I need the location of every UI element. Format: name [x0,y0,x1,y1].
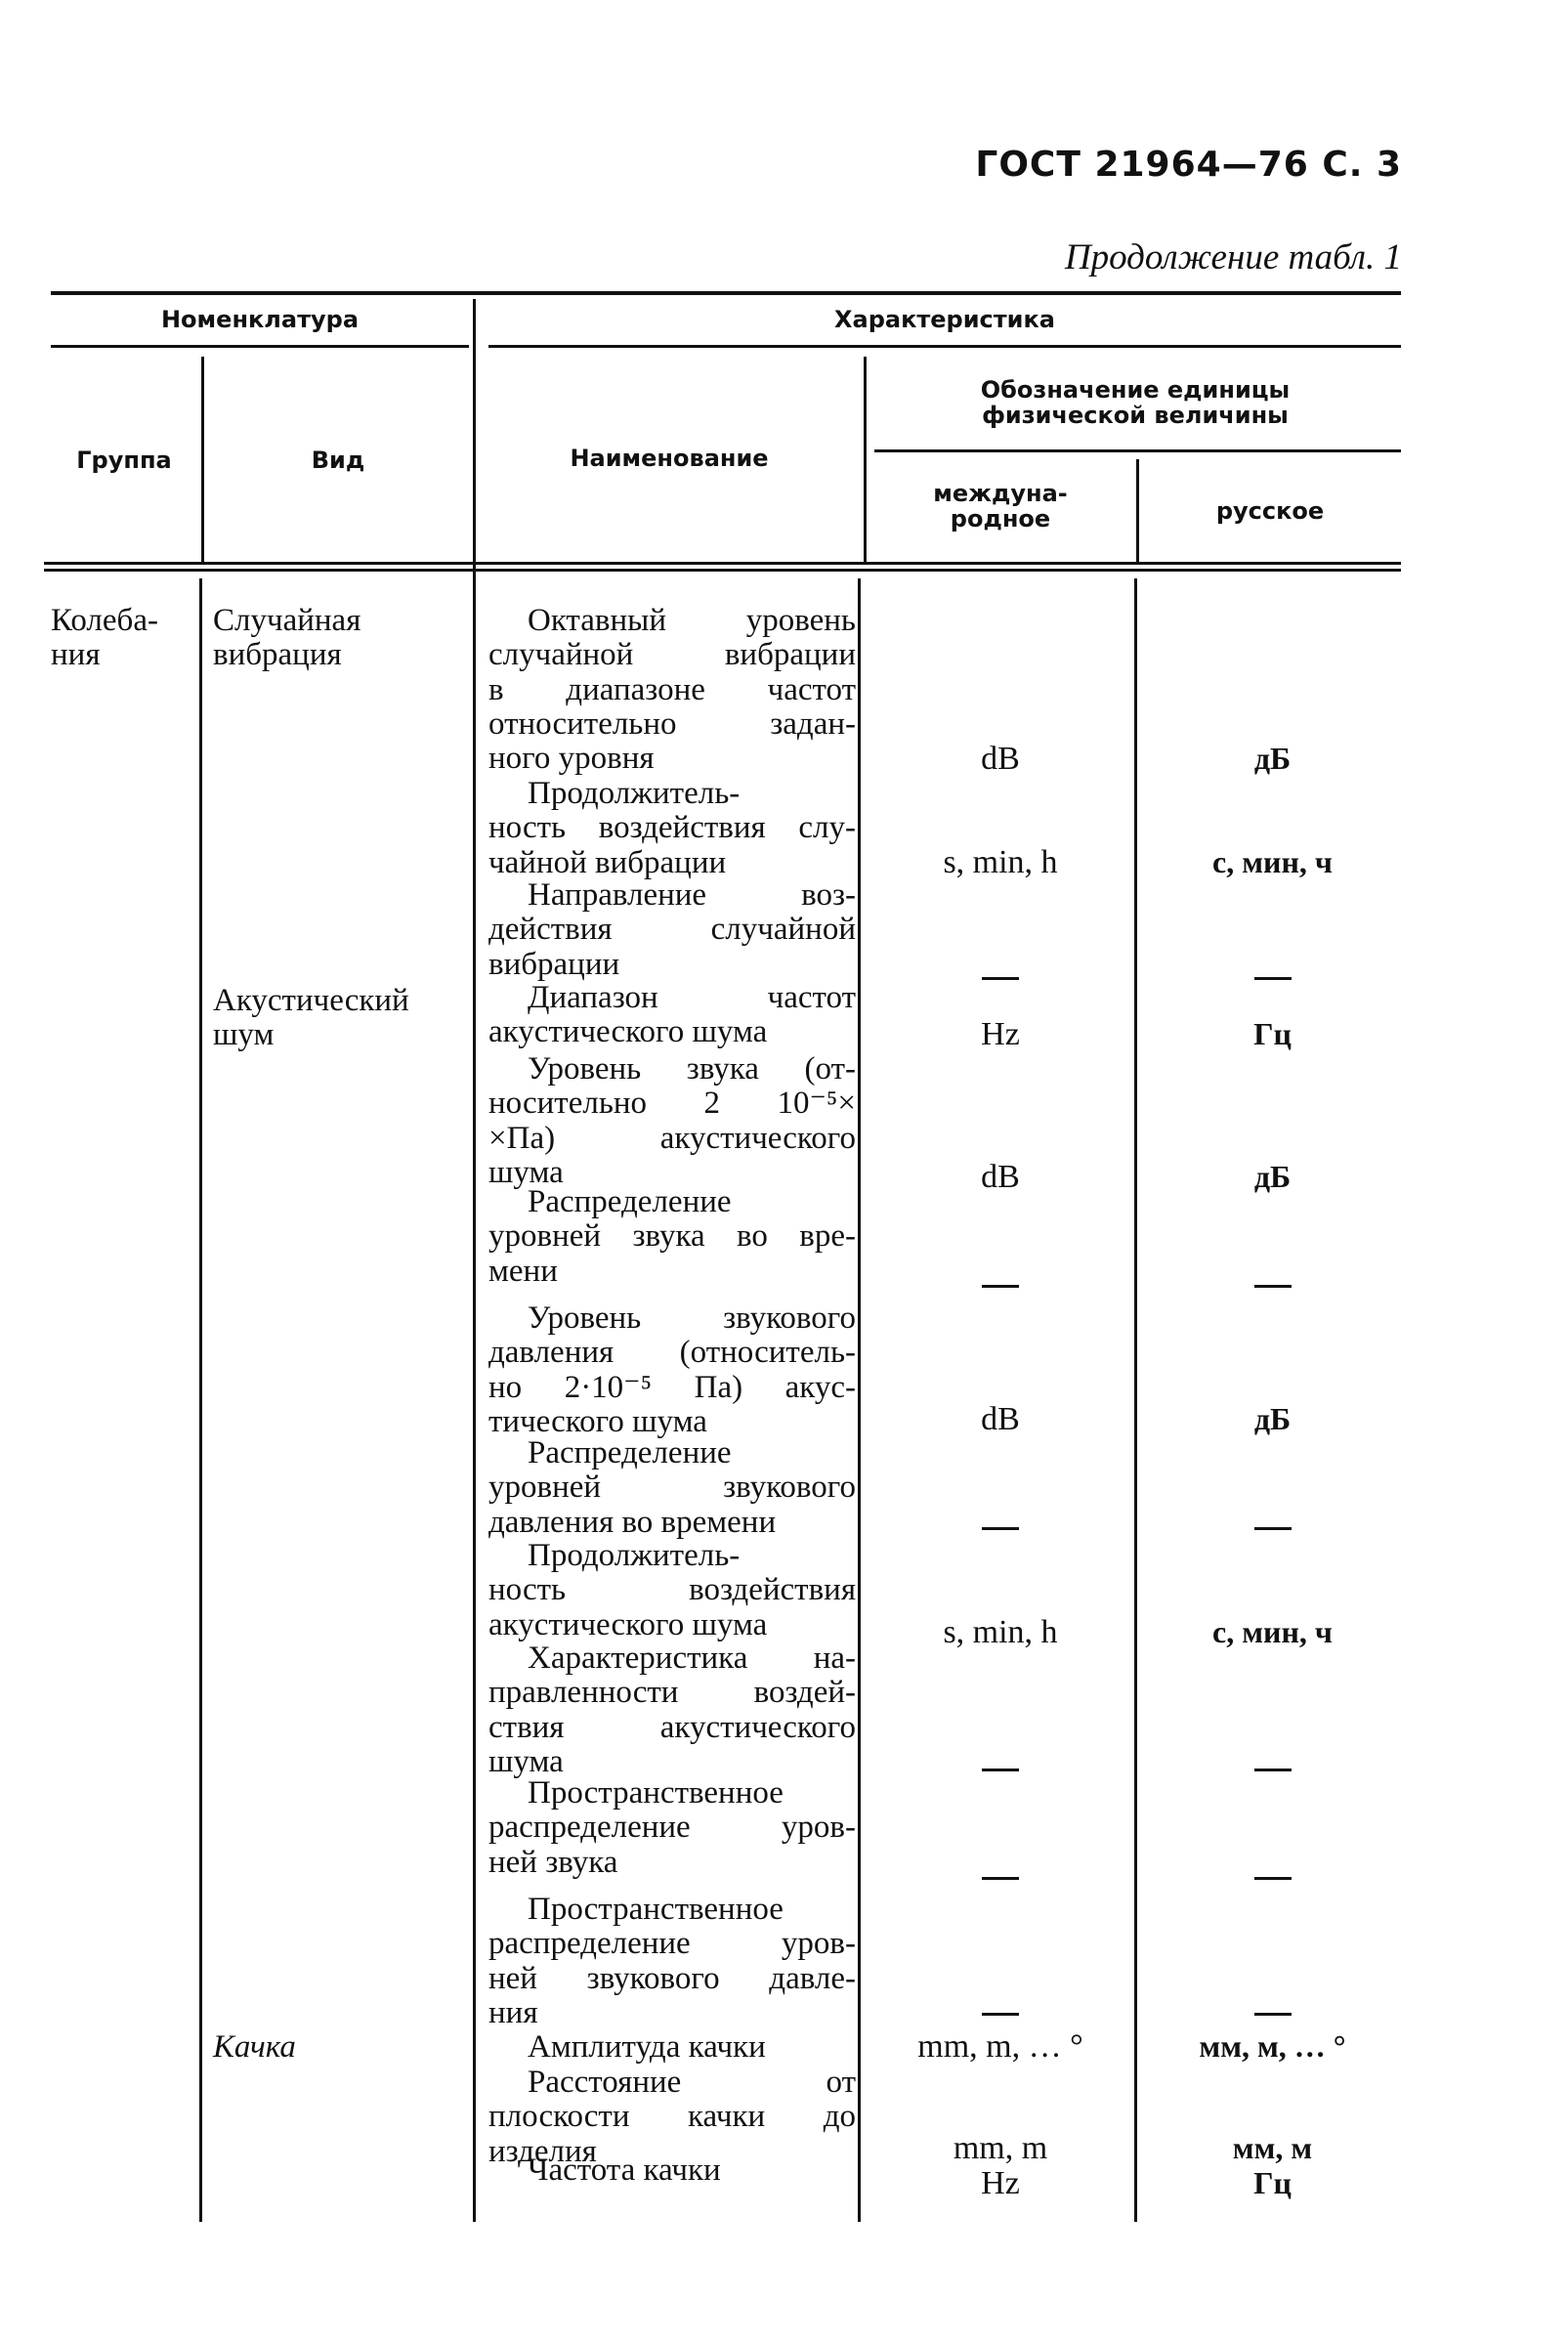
dash-text [1292,1749,1293,1750]
header-group: Группа [76,447,172,474]
kind-random-vibration-line1: Случайная [213,603,361,638]
unit-international: mm, m, … ° [917,2028,1083,2065]
characteristic-name-line: Пространственное [528,1775,784,1811]
col-divider-intl [864,357,867,562]
characteristic-name-line: шума [488,1154,564,1190]
characteristic-name-line: Распределение [528,1435,732,1470]
col-divider-rus-body [1134,578,1137,2222]
dash-mark [1254,1527,1292,1530]
characteristic-name-line: Диапазон частот [528,980,856,1015]
unit-international: s, min, h [943,1614,1058,1650]
dash-mark [1254,1285,1292,1288]
header-unit-designation-line1: Обозначение единицы [980,376,1291,404]
unit-russian: Гц [1253,1016,1292,1051]
characteristic-name-line: Частота качки [528,2152,721,2188]
header-unit-designation [869,377,1401,429]
header-bottom-rule-2 [44,569,1401,572]
dash-text [1292,1265,1293,1266]
unit-international: dB [981,741,1020,777]
unit-russian [1143,1749,1402,1785]
group-label-line2: ния [51,637,101,672]
unit-russian: мм, м [1232,2130,1313,2165]
dash-text [1019,958,1020,959]
characteristic-name-line: ность воздействия слу- [488,810,856,846]
characteristic-name-line: Расстояние от [528,2065,856,2100]
unit-russian [1143,1265,1402,1301]
dash-text [1019,1749,1020,1750]
characteristic-name-line: носительно 2 10⁻⁵× [488,1086,856,1122]
unit-international: dB [981,1159,1020,1195]
characteristic-name-line: ней звука [488,1844,618,1880]
characteristic-name-line: случайной вибрации [488,637,856,673]
characteristic-name-line: давления (относитель- [488,1335,856,1371]
unit-russian: с, мин, ч [1212,1614,1333,1649]
characteristic-name [488,1185,856,1289]
characteristic-name [488,981,856,1050]
characteristic-name-line: ×Па) акустического [488,1120,856,1156]
unit-international [860,1993,1141,2030]
unit-international [860,1508,1141,1545]
characteristic-name-line: относительно задан- [488,705,856,742]
unit-international [860,1749,1141,1786]
header-bottom-rule [44,562,1401,565]
kind-random-vibration [213,604,360,672]
unit-russian: Гц [1253,2165,1292,2200]
col-divider-kind-body [199,578,202,2222]
characteristic-name-line: в диапазоне частот [488,671,856,707]
characteristic-name-line: Уровень звука (от- [528,1051,856,1087]
characteristic-name-line: ствия акустического [488,1709,856,1745]
dash-text [1019,1993,1020,1994]
characteristic-name [488,1539,856,1642]
characteristic-name [488,2153,856,2188]
group-label-line1: Колеба- [51,603,158,638]
unit-international: mm, m [953,2130,1048,2166]
dash-mark [1254,1877,1292,1880]
characteristic-name [488,777,856,880]
nomenclature-underline [51,345,469,348]
characteristic-name-line: вибрации [488,946,620,982]
characteristic-name [488,1641,856,1779]
kind-acoustic-noise-line2: шум [213,1017,275,1052]
group-label [51,604,158,672]
dash-mark [1254,977,1292,980]
characteristic-name [488,1893,856,2030]
kind-acoustic-noise [213,984,409,1052]
dash-mark [982,1877,1019,1880]
characteristic-name-line: Продолжитель- [528,1538,741,1573]
characteristic-name [488,1436,856,1540]
characteristic-name-line: акустического шума [488,1606,768,1642]
characteristic-name-line: шума [488,1743,564,1779]
characteristic-name-line: плоскости качки до [488,2099,856,2135]
unit-russian [1143,1508,1402,1544]
header-name: Наименование [570,445,769,472]
dash-text [1292,1857,1293,1858]
characteristic-name-line: изделия [488,2133,597,2169]
characteristic-name-line: уровней звука во вре- [488,1218,856,1255]
characteristic-name-line: Направление воз- [528,877,856,913]
dash-text [1019,1265,1020,1266]
dash-text [1292,1508,1293,1509]
unit-russian: мм, м, … ° [1199,2028,1346,2064]
header-russian: русское [1215,497,1325,525]
characteristic-name-line: тического шума [488,1403,707,1439]
characteristic-name-line: акустического шума [488,1014,768,1050]
unit-international [860,1265,1141,1302]
unit-international [860,958,1141,995]
characteristic-name-line: Пространственное [528,1892,784,1927]
dash-text [1292,958,1293,959]
kind-acoustic-noise-line1: Акустический [213,983,409,1018]
dash-text [1292,1993,1293,1994]
dash-mark [1254,2013,1292,2016]
unit-international: dB [981,1401,1020,1437]
characteristic-name-line: ния [488,1994,538,2030]
unit-russian [1143,1857,1402,1894]
characteristic-name-line: распределение уров- [488,1926,856,1962]
characteristic-name [488,878,856,982]
unit-russian: с, мин, ч [1212,844,1333,879]
dash-mark [982,1527,1019,1530]
header-characteristic: Характеристика [834,306,1055,333]
characteristic-name-line: но 2·10⁻⁵ Па) акус- [488,1369,856,1405]
dash-mark [982,977,1019,980]
dash-text [1019,1508,1020,1509]
characteristic-name [488,1776,856,1880]
header-international-line1: междуна- [933,480,1068,507]
unit-russian: дБ [1253,1159,1292,1194]
characteristic-name-line: действия случайной [488,912,856,948]
table-top-rule [51,291,1401,295]
characteristic-name-line: Амплитуда качки [528,2029,766,2065]
characteristic-name-line: Характеристика на- [528,1641,856,1676]
characteristic-name-line: ного уровня [488,741,655,777]
dash-mark [982,2013,1019,2016]
col-divider-kind [201,357,204,562]
dash-mark [982,1769,1019,1771]
header-unit-designation-line2: физической величины [982,402,1289,430]
unit-russian: дБ [1253,741,1292,776]
characteristic-name-line: правленности воздей- [488,1675,856,1711]
kind-rolling: Качка [213,2029,296,2065]
dash-mark [982,1285,1019,1288]
characteristic-name-line: Уровень звукового [528,1300,856,1336]
header-kind: Вид [311,447,365,474]
table-caption: Продолжение табл. 1 [1064,237,1402,277]
characteristic-name-line: распределение уров- [488,1810,856,1846]
unit-designation-underline [874,449,1401,452]
characteristic-underline [488,345,1401,348]
characteristic-name-line: давления во времени [488,1504,777,1540]
characteristic-name-line: ней звукового давле- [488,1960,856,1996]
kind-random-vibration-line2: вибрация [213,637,342,672]
characteristic-name-line: ность воздействия [488,1572,856,1608]
unit-international [860,1857,1141,1895]
unit-russian [1143,1993,1402,2029]
characteristic-name-line: Продолжитель- [528,776,741,811]
unit-russian [1143,958,1402,994]
header-international-line2: родное [950,505,1051,533]
characteristic-name [488,1052,856,1190]
unit-international: Hz [981,1016,1020,1052]
unit-russian: дБ [1253,1401,1292,1436]
col-divider-intl-body [858,578,861,2222]
characteristic-name [488,1301,856,1439]
characteristic-name-line: Октавный уровень [528,603,856,638]
col-divider-name [473,299,476,2222]
dash-text [1019,1857,1020,1858]
header-nomenclature: Номенклатура [160,306,360,333]
characteristic-name-line: чайной вибрации [488,844,727,880]
characteristic-name [488,2030,856,2065]
unit-international: Hz [981,2165,1020,2201]
page-title: ГОСТ 21964—76 С. 3 [975,145,1402,185]
characteristic-name-line: уровней звукового [488,1470,856,1506]
unit-international: s, min, h [943,844,1058,880]
characteristic-name-line: Распределение [528,1184,732,1219]
header-international [868,481,1133,533]
characteristic-name-line: мени [488,1253,558,1289]
characteristic-name [488,604,856,776]
dash-mark [1254,1769,1292,1771]
